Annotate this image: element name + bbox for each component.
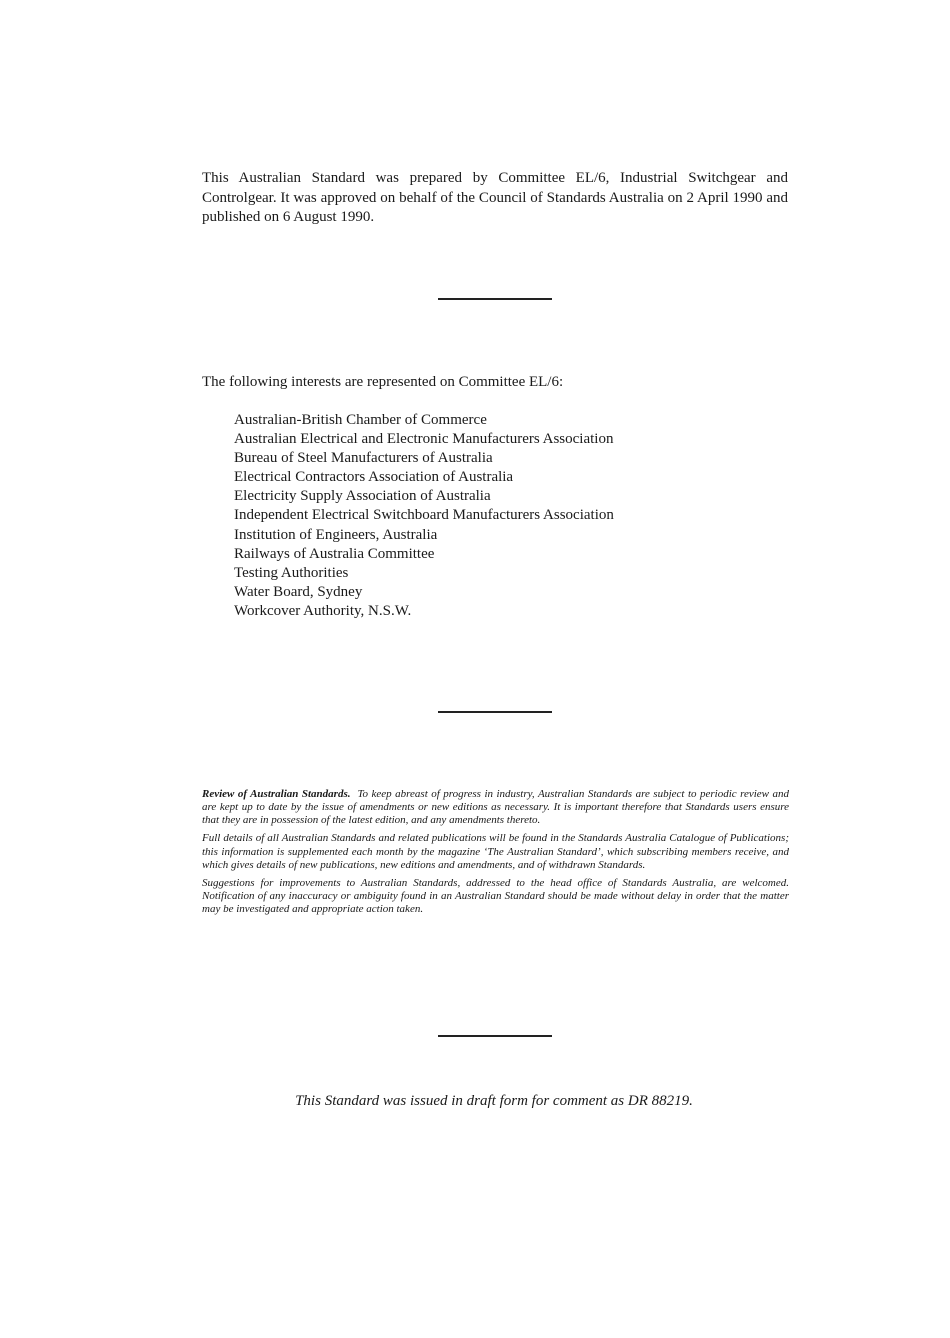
- interests-intro: The following interests are represented on Committee EL/6:: [202, 374, 564, 390]
- section-divider: [438, 298, 552, 300]
- section-divider: [438, 1035, 552, 1037]
- review-paragraph: Full details of all Australian Standards and related publications will be found in the Standards Australia Catalogue of Publications; this information is supplemented each month by the magazine ‘The Australian Standard’, which subscribing members receive, and which gives details of new publications, new editions and amendments, and of withdrawn Standards.: [202, 832, 789, 871]
- list-item: Electrical Contractors Association of Australia: [234, 469, 514, 486]
- interests-list: [234, 411, 614, 621]
- list-item: Workcover Authority, N.S.W.: [234, 602, 412, 619]
- list-item: Australian Electrical and Electronic Manufacturers Association: [234, 431, 614, 448]
- list-item: Water Board, Sydney: [234, 583, 363, 600]
- list-item: Electricity Supply Association of Australia: [234, 488, 491, 505]
- section-divider: [438, 711, 552, 713]
- list-item: Railways of Australia Committee: [234, 545, 435, 562]
- review-notice: [202, 788, 789, 921]
- list-item: Independent Electrical Switchboard Manufacturers Association: [234, 507, 614, 524]
- review-paragraph: Suggestions for improvements to Australian Standards, addressed to the head office of Standards Australia, are welcomed. Notification of any inaccuracy or ambiguity found in an Australian Standard should be made without delay in order that the matter may be investigated and appropriate action taken.: [202, 876, 789, 916]
- review-heading: Review of Australian Standards.: [202, 788, 351, 800]
- list-item: Institution of Engineers, Australia: [234, 526, 438, 543]
- review-text: To keep abreast of progress in industry, Australian Standards are subject to periodic review and are kept up to date by the issue of amendments or new editions as necessary. It is important therefore that Standards users ensure that they are in possession of the latest edition, and any amendments thereto.: [202, 788, 790, 827]
- review-paragraph: [202, 788, 789, 828]
- list-item: Testing Authorities: [234, 564, 349, 581]
- list-item: Australian-British Chamber of Commerce: [234, 412, 487, 428]
- draft-note: This Standard was issued in draft form for comment as DR 88219.: [295, 1093, 693, 1109]
- list-item: Bureau of Steel Manufacturers of Australia: [234, 450, 493, 467]
- preparation-statement: This Australian Standard was prepared by Committee EL/6, Industrial Switchgear and Controlgear. It was approved on behalf of the Council of Standards Australia on 2 April 1990 and published on 6 August 1990.: [202, 170, 788, 225]
